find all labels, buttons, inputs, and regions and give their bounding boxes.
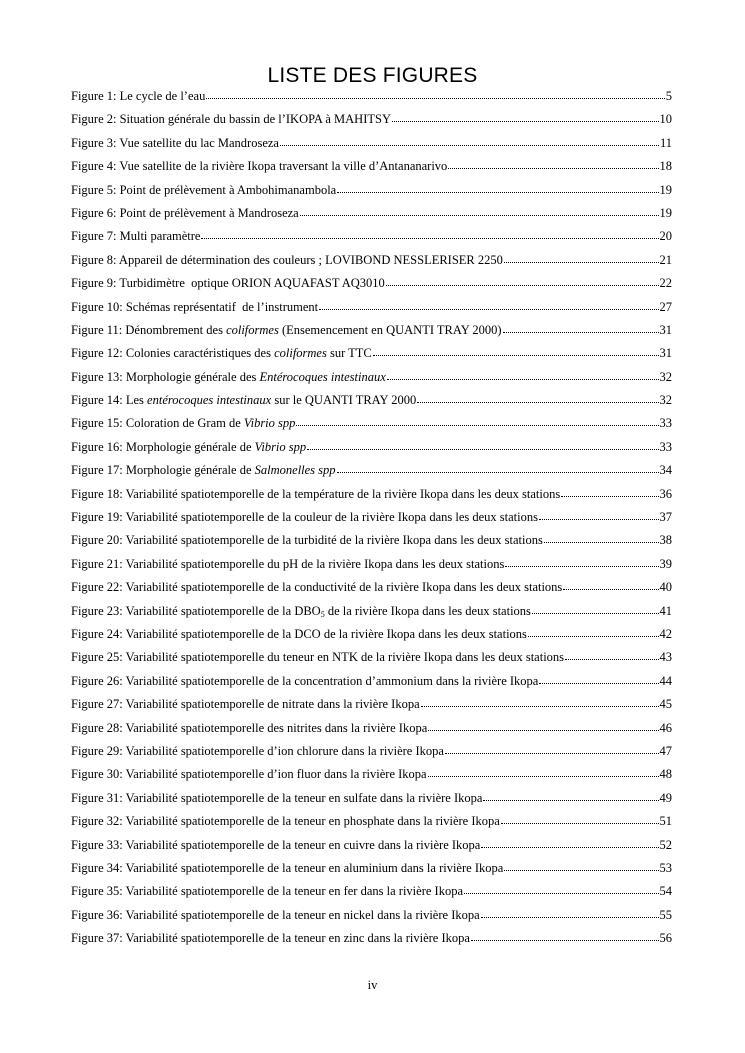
dot-leader	[539, 517, 659, 520]
figure-page-number: 37	[659, 510, 672, 525]
figure-title: Figure 15: Coloration de Gram de Vibrio spp	[71, 416, 296, 431]
page-number: iv	[367, 978, 378, 992]
figure-title: Figure 33: Variabilité spatiotemporelle de la teneur en cuivre dans la rivière Ikopa	[71, 837, 481, 852]
figure-page-number: 11	[659, 135, 672, 150]
figure-entry[interactable]	[71, 89, 672, 112]
dot-leader	[300, 213, 659, 216]
figure-page-number: 49	[659, 790, 672, 805]
figure-page-number: 19	[659, 182, 672, 197]
figure-entry[interactable]	[71, 861, 672, 884]
figure-title: Figure 21: Variabilité spatiotemporelle du pH de la rivière Ikopa dans les deux stations	[71, 556, 505, 571]
dot-leader	[307, 447, 658, 450]
subscript: 5	[320, 609, 325, 619]
figure-page-number: 31	[659, 346, 672, 361]
figure-page-number: 52	[659, 837, 672, 852]
figure-entry[interactable]	[71, 159, 672, 182]
figure-entry[interactable]	[71, 721, 672, 744]
dot-leader	[481, 845, 658, 848]
dot-leader	[280, 143, 659, 146]
figure-entry[interactable]	[71, 510, 672, 533]
dot-leader	[445, 751, 659, 754]
dot-leader	[448, 166, 658, 169]
figure-title: Figure 7: Multi paramètre	[71, 229, 201, 244]
figure-page-number: 55	[659, 907, 672, 922]
figure-entry[interactable]	[71, 697, 672, 720]
figure-page-number: 31	[659, 322, 672, 337]
dot-leader	[392, 119, 659, 122]
figure-title: Figure 32: Variabilité spatiotemporelle de la teneur en phosphate dans la rivière Ikopa	[71, 814, 500, 829]
italic-term: coliformes	[274, 346, 327, 361]
dot-leader	[387, 377, 659, 380]
figure-page-number: 38	[659, 533, 672, 548]
figure-page-number: 19	[659, 205, 672, 220]
dot-leader	[532, 611, 659, 614]
figure-page-number: 21	[659, 252, 672, 267]
dot-leader	[471, 938, 659, 941]
figure-page-number: 45	[659, 697, 672, 712]
figure-title: Figure 28: Variabilité spatiotemporelle des nitrites dans la rivière Ikopa	[71, 720, 428, 735]
figure-entry[interactable]	[71, 533, 672, 556]
figure-title: Figure 10: Schémas représentatif de l’instrument	[71, 299, 319, 314]
figure-page-number: 27	[659, 299, 672, 314]
figure-title: Figure 36: Variabilité spatiotemporelle de la teneur en nickel dans la rivière Ikopa	[71, 907, 480, 922]
dot-leader	[563, 587, 658, 590]
figure-title: Figure 16: Morphologie générale de Vibrio spp	[71, 439, 307, 454]
figure-entry[interactable]	[71, 112, 672, 135]
figure-page-number: 48	[659, 767, 672, 782]
figure-page-number: 32	[659, 393, 672, 408]
figure-entry[interactable]	[71, 650, 672, 673]
figure-title: Figure 12: Colonies caractéristiques des coliformes sur TTC	[71, 346, 372, 361]
figure-entry[interactable]	[71, 767, 672, 790]
figure-page-number: 39	[659, 556, 672, 571]
figure-entry[interactable]	[71, 393, 672, 416]
dot-leader	[319, 307, 658, 310]
dot-leader	[544, 540, 659, 543]
figure-title: Figure 22: Variabilité spatiotemporelle de la conductivité de la rivière Ikopa dans les deux stations	[71, 580, 563, 595]
figure-page-number: 54	[659, 884, 672, 899]
figure-page-number: 56	[659, 931, 672, 946]
figure-page-number: 10	[659, 112, 672, 127]
figure-entry[interactable]	[71, 627, 672, 650]
figure-entry[interactable]	[71, 370, 672, 393]
dot-leader	[504, 260, 659, 263]
dot-leader	[481, 915, 659, 918]
figure-entry[interactable]	[71, 884, 672, 907]
figure-title: Figure 19: Variabilité spatiotemporelle de la couleur de la rivière Ikopa dans les deux stations	[71, 510, 538, 525]
dot-leader	[505, 564, 658, 567]
figure-entry[interactable]	[71, 744, 672, 767]
figure-entry[interactable]	[71, 346, 672, 369]
figure-title: Figure 13: Morphologie générale des Entérocoques intestinaux	[71, 369, 386, 384]
italic-term: Salmonelles spp	[254, 463, 336, 478]
figure-title: Figure 6: Point de prélèvement à Mandroseza	[71, 205, 299, 220]
dot-leader	[501, 821, 659, 824]
figure-title: Figure 8: Appareil de détermination des couleurs ; LOVIBOND NESSLERISER 2250	[71, 252, 503, 267]
figure-entry[interactable]	[71, 416, 672, 439]
figure-page-number: 20	[659, 229, 672, 244]
figure-entry[interactable]	[71, 791, 672, 814]
figure-page-number: 18	[659, 159, 672, 174]
dot-leader	[201, 236, 658, 239]
figure-title: Figure 11: Dénombrement des coliformes (Ensemencement en QUANTI TRAY 2000)	[71, 322, 502, 337]
figure-title: Figure 24: Variabilité spatiotemporelle de la DCO de la rivière Ikopa dans les deux stations	[71, 626, 527, 641]
figure-page-number: 42	[659, 626, 672, 641]
dot-leader	[206, 96, 664, 99]
figure-page-number: 5	[665, 89, 672, 103]
figure-entry[interactable]	[71, 838, 672, 861]
figure-entry[interactable]	[71, 557, 672, 580]
figure-entry[interactable]	[71, 300, 672, 323]
italic-term: Vibrio spp	[243, 416, 296, 431]
dot-leader	[386, 283, 659, 286]
dot-leader	[421, 704, 659, 707]
figure-entry[interactable]	[71, 814, 672, 837]
figure-page-number: 33	[659, 439, 672, 454]
figure-page-number: 51	[659, 814, 672, 829]
list-of-figures	[71, 89, 672, 954]
figure-entry[interactable]	[71, 580, 672, 603]
figure-entry[interactable]	[71, 487, 672, 510]
dot-leader	[417, 400, 658, 403]
figure-entry[interactable]	[71, 604, 672, 627]
figure-title: Figure 26: Variabilité spatiotemporelle de la concentration d’ammonium dans la rivière Ikopa	[71, 673, 539, 688]
dot-leader	[503, 330, 659, 333]
figure-page-number: 46	[659, 720, 672, 735]
figure-title: Figure 29: Variabilité spatiotemporelle d’ion chlorure dans la rivière Ikopa	[71, 743, 444, 758]
dot-leader	[428, 728, 658, 731]
figure-page-number: 33	[659, 416, 672, 431]
figure-page-number: 41	[659, 603, 672, 618]
italic-term: Entérocoques intestinaux	[259, 369, 386, 384]
dot-leader	[428, 774, 659, 777]
figure-entry[interactable]	[71, 440, 672, 463]
figure-page-number: 36	[659, 486, 672, 501]
figure-entry[interactable]	[71, 931, 672, 954]
italic-term: coliformes	[226, 322, 279, 337]
figure-entry[interactable]	[71, 463, 672, 486]
dot-leader	[561, 494, 658, 497]
figure-title: Figure 1: Le cycle de l’eau	[71, 89, 206, 103]
figure-title: Figure 20: Variabilité spatiotemporelle de la turbidité de la rivière Ikopa dans les deux stations	[71, 533, 543, 548]
italic-term: Vibrio spp	[254, 439, 307, 454]
dot-leader	[337, 470, 659, 473]
figure-title: Figure 2: Situation générale du bassin de l’IKOPA à MAHITSY	[71, 112, 391, 127]
figure-title: Figure 30: Variabilité spatiotemporelle d’ion fluor dans la rivière Ikopa	[71, 767, 427, 782]
figure-title: Figure 5: Point de prélèvement à Ambohimanambola	[71, 182, 337, 197]
figure-page-number: 53	[659, 860, 672, 875]
figure-title: Figure 14: Les entérocoques intestinaux sur le QUANTI TRAY 2000	[71, 393, 417, 408]
figure-title: Figure 18: Variabilité spatiotemporelle de la température de la rivière Ikopa dans les deux stations	[71, 486, 561, 501]
figure-title: Figure 37: Variabilité spatiotemporelle de la teneur en zinc dans la rivière Ikopa	[71, 931, 470, 946]
dot-leader	[483, 798, 658, 801]
figure-page-number: 34	[659, 463, 672, 478]
figure-entry[interactable]	[71, 229, 672, 252]
dot-leader	[528, 634, 659, 637]
dot-leader	[504, 868, 658, 871]
figure-title: Figure 34: Variabilité spatiotemporelle de la teneur en aluminium dans la rivière Ikopa	[71, 860, 504, 875]
figure-title: Figure 17: Morphologie générale de Salmonelles spp	[71, 463, 336, 478]
figure-title: Figure 27: Variabilité spatiotemporelle de nitrate dans la rivière Ikopa	[71, 697, 420, 712]
dot-leader	[337, 190, 658, 193]
figure-page-number: 22	[659, 276, 672, 291]
figure-title: Figure 35: Variabilité spatiotemporelle de la teneur en fer dans la rivière Ikopa	[71, 884, 463, 899]
figure-entry[interactable]	[71, 674, 672, 697]
figure-entry[interactable]	[71, 136, 672, 159]
figure-entry[interactable]	[71, 908, 672, 931]
figure-title: Figure 9: Turbidimètre optique ORION AQUAFAST AQ3010	[71, 276, 385, 291]
figure-page-number: 32	[659, 369, 672, 384]
figure-entry[interactable]	[71, 206, 672, 229]
dot-leader	[565, 657, 658, 660]
figure-page-number: 40	[659, 580, 672, 595]
figure-entry[interactable]	[71, 276, 672, 299]
figure-title: Figure 3: Vue satellite du lac Mandroseza	[71, 135, 279, 150]
dot-leader	[296, 423, 658, 426]
figure-title: Figure 25: Variabilité spatiotemporelle du teneur en NTK de la rivière Ikopa dans les deux stations	[71, 650, 565, 665]
dot-leader	[539, 681, 658, 684]
figure-title: Figure 4: Vue satellite de la rivière Ikopa traversant la ville d’Antananarivo	[71, 159, 448, 174]
figure-page-number: 43	[659, 650, 672, 665]
figure-entry[interactable]	[71, 183, 672, 206]
figure-entry[interactable]	[71, 323, 672, 346]
figure-page-number: 47	[659, 743, 672, 758]
page-title: LISTE DES FIGURES	[267, 64, 478, 87]
figure-page-number: 44	[659, 673, 672, 688]
figure-title: Figure 23: Variabilité spatiotemporelle de la $DBO_5$ de la rivière Ikopa dans les deux stations	[71, 603, 531, 619]
dot-leader	[373, 353, 659, 356]
figure-entry[interactable]	[71, 253, 672, 276]
italic-term: entérocoques intestinaux	[147, 393, 272, 408]
dot-leader	[464, 891, 659, 894]
figure-title: Figure 31: Variabilité spatiotemporelle de la teneur en sulfate dans la rivière Ikopa	[71, 790, 483, 805]
